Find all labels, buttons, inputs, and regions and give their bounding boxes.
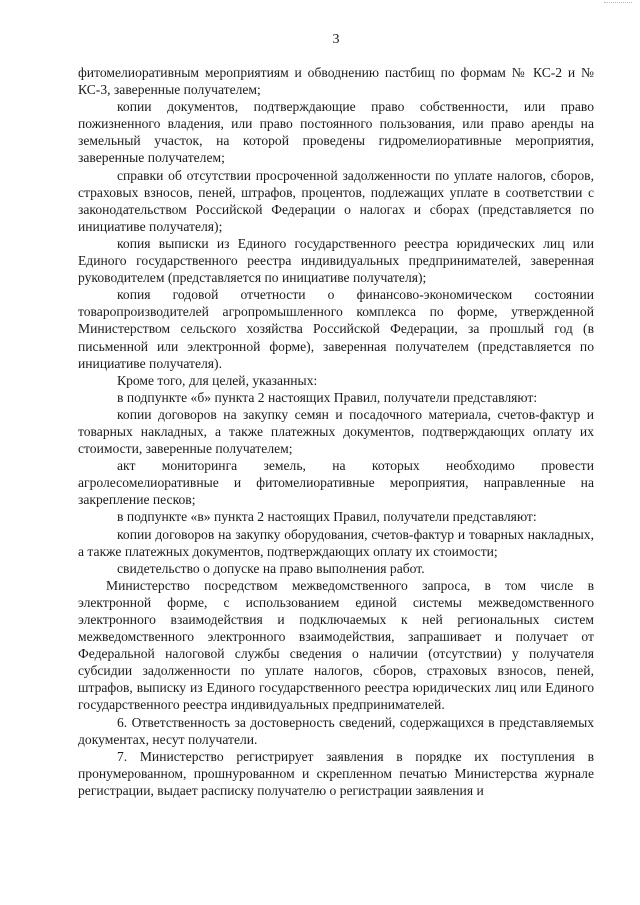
paragraph-15: 7. Министерство регистрирует заявления в порядке их поступления в пронумерованном, прошнурованном и скрепленном печатью Министерства журнале регистрации, выдает расписку получателю о регистрации заявления и <box>78 748 594 798</box>
paragraph-5: копия годовой отчетности о финансово-экономическом состоянии товаропроизводителей агропромышленного комплекса по форме, утвержденной Министерством сельского хозяйства Российской Федерации, за прошлый год (в письменной или электронной форме), заверенная получателем (представляется по инициативе получателя). <box>78 287 594 371</box>
paragraph-13: Министерство посредством межведомственного запроса, в том числе в электронной форме, с использованием единой системы межведомственного электронного взаимодействия и подключаемых к ней региональных систем межведомственного электронного взаимодействия, запрашивает и получает от Федеральной налоговой службы сведения о наличии (отсутствии) у получателя субсидии задолженности по уплате налогов, сборов, страховых взносов, пеней, штрафов, выписку из Единого государственного реестра юридических лиц или Единого государственного реестра индивидуальных предпринимателей. <box>78 577 594 713</box>
page-number: 3 <box>332 32 340 47</box>
paragraph-14: 6. Ответственность за достоверность сведений, содержащихся в представляемых документах, несут получатели. <box>78 714 594 747</box>
paragraph-1: фитомелиоративным мероприятиям и обводнению пастбищ по формам № КС-2 и № КС-3, заверенные получателем; <box>78 65 594 98</box>
paragraph-10: в подпункте «в» пункта 2 настоящих Правил, получатели представляют: <box>117 509 537 525</box>
paragraph-12: свидетельство о допуске на право выполнения работ. <box>117 560 425 576</box>
paragraph-8: копии договоров на закупку семян и посадочного материала, счетов-фактур и товарных накладных, а также платежных документов, подтверждающих оплату их стоимости, заверенные получателем; <box>78 406 594 457</box>
paragraph-6: Кроме того, для целей, указанных: <box>117 372 318 388</box>
document-body <box>78 64 594 799</box>
paragraph-3: справки об отсутствии просроченной задолженности по уплате налогов, сборов, страховых взносов, пеней, штрафов, процентов, подлежащих уплате в соответствии с законодательством Российской Федерации о налогах и сборах (представляется по инициативе получателя); <box>78 167 594 234</box>
paragraph-9: акт мониторинга земель, на которых необходимо провести агролесомелиоративные и фитомелиоративные мероприятия, направленные на закрепление песков; <box>78 458 594 508</box>
paragraph-4: копия выписки из Единого государственного реестра юридических лиц или Единого государственного реестра индивидуальных предпринимателей, заверенная руководителем (представляется по инициативе получателя); <box>78 235 594 286</box>
paragraph-7: в подпункте «б» пункта 2 настоящих Правил, получатели представляют: <box>117 389 538 405</box>
paragraph-2: копии документов, подтверждающие право собственности, или право пожизненного владения, или право постоянного пользования, или право аренды на земельный участок, на которой проведены гидромелиоративные мероприятия, заверенные получателем; <box>78 99 594 166</box>
scan-artifact <box>604 2 632 9</box>
paragraph-11: копии договоров на закупку оборудования, счетов-фактур и товарных накладных, а также платежных документов, подтверждающих оплату их стоимости; <box>78 526 594 559</box>
